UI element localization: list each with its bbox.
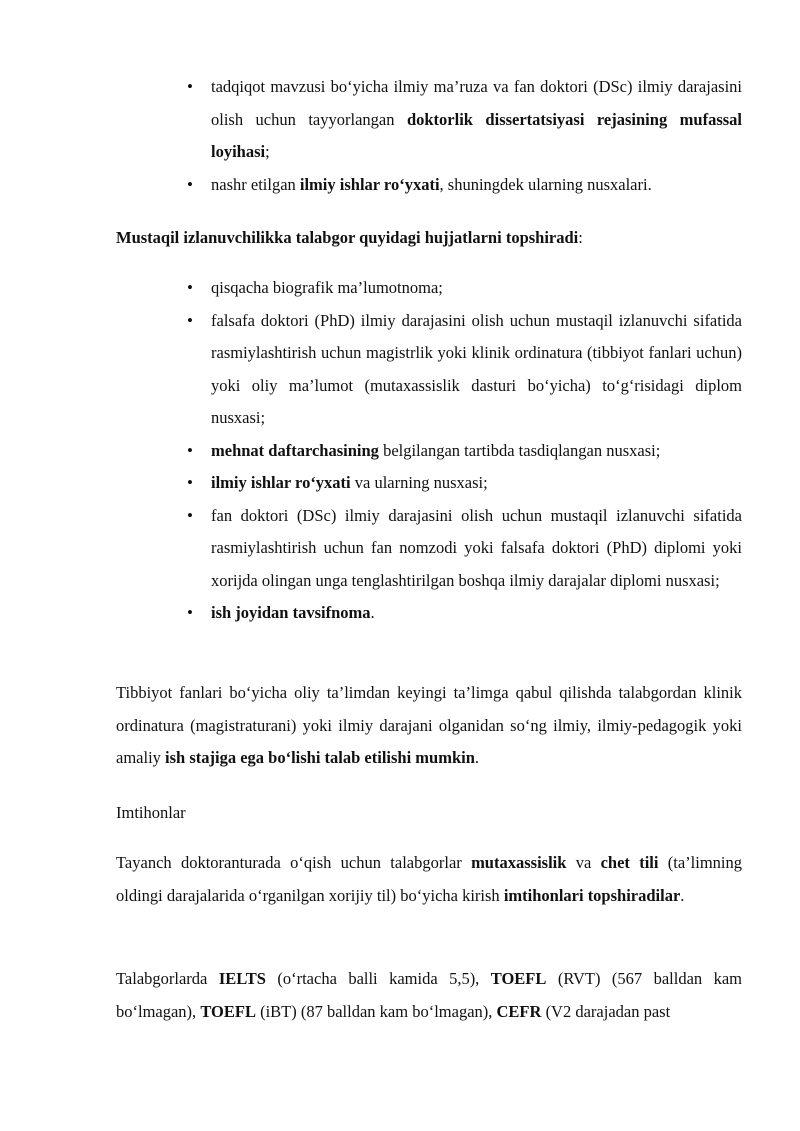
bold-text-run: imtihonlari topshiradilar [503, 885, 681, 905]
text-run: Talabgorlarda [116, 969, 219, 988]
text-run: (iBT) (87 balldan kam bo‘lmagan), [255, 1001, 497, 1021]
text-run: , shuningdek ularning nusxalari. [439, 174, 652, 194]
paragraph-certificates [116, 963, 742, 1028]
list-item [187, 272, 742, 305]
text-run: Tibbiyot fanlari bo‘yicha oliy ta’limdan keyingi ta’limga qabul qilishda talabgordan klinik ordinatura (magistraturani) yoki ilmiy darajani olganidan so‘ng ilmiy, ilmiy-pedagogik yoki amaliy [116, 683, 742, 767]
paragraph-medicine [116, 677, 742, 775]
text-run: (V2 darajadan past [541, 1001, 671, 1021]
bold-text-run: Mustaqil izlanuvchilikka talabgor quyidagi hujjatlarni topshiradi [116, 228, 579, 247]
text-run: fan doktori (DSc) ilmiy darajasini olish uchun mustaqil izlanuvchi sifatida rasmiylashtirish uchun fan nomzodi yoki falsafa doktori (PhD) diplomi yoki xorijda olingan unga tenglashtirilgan boshqa ilmiy darajalar diplomi nusxasi; [211, 505, 742, 590]
bullet-list-documents [187, 272, 742, 630]
text-run: falsafa doktori (PhD) ilmiy darajasini olish uchun mustaqil izlanuvchi sifatida rasmiylashtirish uchun magistrlik yoki klinik ordinatura (tibbiyot fanlari uchun) yoki oliy ma’lumot (mutaxassislik dasturi bo‘yicha) to‘g‘risidagi diplom nusxasi; [211, 310, 742, 427]
paragraph-exams [116, 847, 742, 912]
text-run: belgilangan tartibda tasdiqlangan nusxasi; [378, 440, 661, 460]
bold-text-run: ilmiy ishlar ro‘yxati [211, 473, 351, 492]
text-run: . [370, 603, 375, 622]
text-run: ; [265, 142, 270, 161]
bullet-list-top [187, 71, 742, 201]
text-run: . [474, 748, 480, 767]
bullet-icon: • [187, 473, 193, 492]
bold-text-run: mehnat daftarchasining [211, 440, 379, 460]
list-item [187, 305, 742, 435]
heading-documents [116, 222, 742, 255]
list-item [187, 169, 742, 202]
bold-text-run: mutaxassislik [471, 853, 567, 872]
text-run: . [680, 885, 685, 905]
text-run: Tayanch doktoranturada o‘qish uchun talabgorlar [116, 853, 472, 872]
text-run: nashr etilgan [211, 174, 300, 194]
bold-text-run: ilmiy ishlar ro‘yxati [299, 174, 440, 194]
text-run: tadqiqot mavzusi bo‘yicha ilmiy ma’ruza va fan doktori (DSc) ilmiy darajasini olish uchun tayyorlangan [211, 77, 742, 129]
list-item [187, 597, 742, 630]
text-run: va ularning nusxasi; [350, 473, 488, 492]
bold-text-run: IELTS [218, 969, 266, 988]
list-item [187, 71, 742, 169]
bold-text-run: chet tili [600, 853, 659, 872]
bullet-icon: • [187, 174, 193, 194]
text-run: (RVT) (567 balldan kam bo‘lmagan), [116, 969, 742, 1021]
bullet-icon: • [187, 505, 193, 525]
bold-text-run: doktorlik dissertatsiyasi rejasining mufassal loyihasi [211, 109, 742, 161]
bold-text-run: ish joyidan tavsifnoma [211, 603, 371, 622]
text-run: : [578, 228, 583, 247]
bold-text-run: CEFR [496, 1001, 542, 1021]
section-title-exams: Imtihonlar [116, 803, 186, 822]
bold-text-run: TOEFL [490, 969, 547, 988]
text-run: (o‘rtacha balli kamida 5,5), [265, 969, 491, 988]
text-run: va [566, 853, 601, 872]
text-run: (ta’limning oldingi darajalarida o‘rganilgan xorijiy til) bo‘yicha kirish [116, 853, 743, 905]
list-item [187, 500, 742, 598]
bold-text-run: ish stajiga ega bo‘lishi talab etilishi mumkin [165, 748, 475, 767]
text-run: qisqacha biografik ma’lumotnoma; [211, 278, 443, 297]
bullet-icon: • [187, 310, 193, 330]
bullet-icon: • [187, 77, 193, 96]
bold-text-run: TOEFL [200, 1001, 256, 1021]
list-item [187, 435, 742, 468]
bullet-icon: • [187, 278, 193, 297]
list-item [187, 467, 742, 500]
bullet-icon: • [187, 603, 193, 622]
bullet-icon: • [187, 440, 193, 460]
